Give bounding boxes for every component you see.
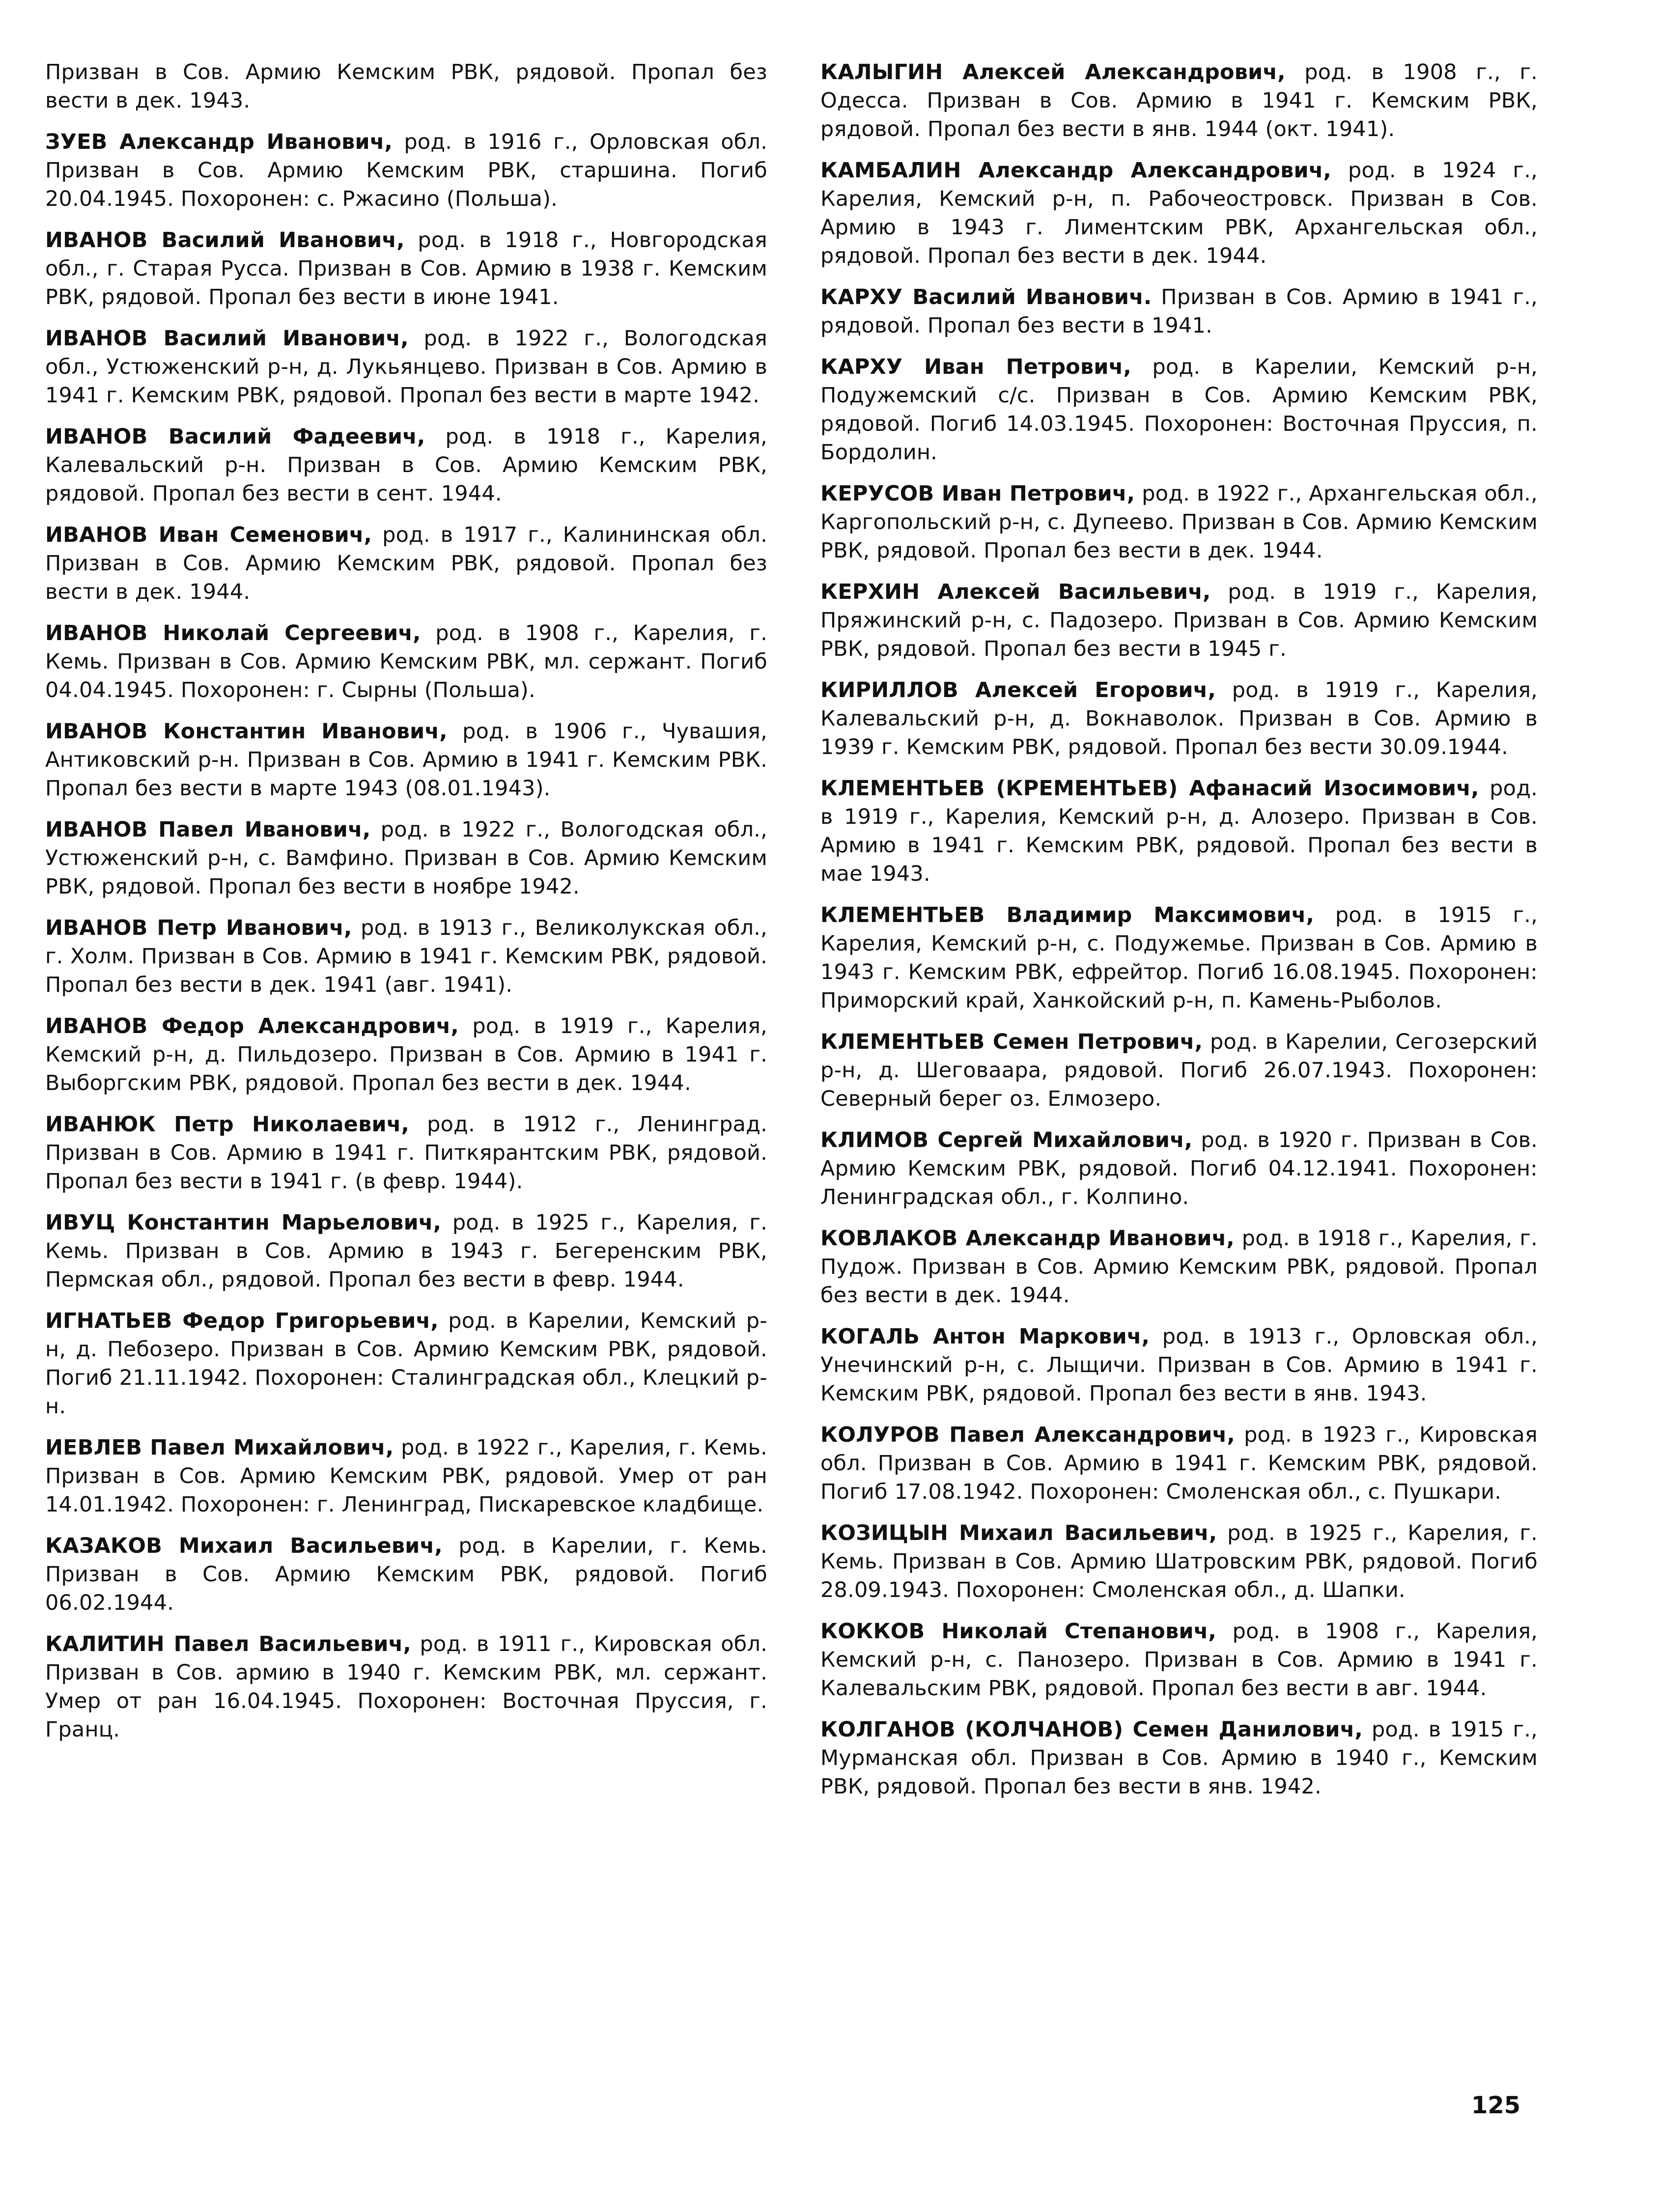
entry-name: ИВАНОВ Константин Иванович, xyxy=(45,719,448,744)
entry xyxy=(45,422,767,508)
entry-name: КИРИЛЛОВ Алексей Егорович, xyxy=(820,678,1216,702)
entry-name: КЕРХИН Алексей Васильевич, xyxy=(820,580,1211,604)
entry-text: род. в 1922 г., Вологодская обл., Устюженский р-н, д. Лукьянцево. Призван в Сов. Армию в 1941 г. Кемским РВК, рядовой. Пропал без вести в марте 1942. xyxy=(45,326,767,408)
entry xyxy=(820,1322,1538,1408)
entry xyxy=(45,324,767,410)
entry xyxy=(820,1421,1538,1506)
entry-name: ИВАНЮК Петр Николаевич, xyxy=(45,1112,410,1137)
entry-text: род. в 1924 г., Карелия, Кемский р-н, п. Рабочеостровск. Призван в Сов. Армию в 1943 г. Лиментским РВК, Архангельская обл., рядовой. Пропал без вести в дек. 1944. xyxy=(820,158,1538,268)
entry-name: КОЛГАНОВ (КОЛЧАНОВ) Семен Данилович, xyxy=(820,1717,1363,1742)
entry-name: ИВАНОВ Василий Иванович, xyxy=(45,326,409,351)
entry xyxy=(820,479,1538,565)
entry xyxy=(820,1519,1538,1604)
entry-text: род. в 1919 г., Карелия, Пряжинский р-н, с. Падозеро. Призван в Сов. Армию Кемским РВК, рядовой. Пропал без вести в 1945 г. xyxy=(820,580,1538,661)
entry-name: КЛИМОВ Сергей Михайлович, xyxy=(820,1128,1193,1152)
entry-name: КЕРУСОВ Иван Петрович, xyxy=(820,481,1135,506)
entry-text: род. в 1916 г., Орловская обл. Призван в Сов. Армию Кемским РВК, старшина. Погиб 20.04.1945. Похоронен: с. Ржасино (Польша). xyxy=(45,130,767,211)
entry xyxy=(45,1307,767,1421)
entry xyxy=(820,353,1538,467)
entry-text: род. в 1913 г., Орловская обл., Унечинский р-н, с. Лыщичи. Призван в Сов. Армию в 1941 г. Кемским РВК, рядовой. Пропал без вести в янв. 1943. xyxy=(820,1324,1538,1406)
entry xyxy=(45,815,767,901)
entry-text: род. в 1919 г., Карелия, Калевальский р-н, д. Вокнаволок. Призван в Сов. Армию в 1939 г. Кемским РВК, рядовой. Пропал без вести 30.09.1944. xyxy=(820,678,1538,759)
entry-text: род. в Карелии, Кемский р-н, д. Пебозеро. Призван в Сов. Армию Кемским РВК, рядовой. Погиб 21.11.1942. Похоронен: Сталинградская обл., Клецкий р-н. xyxy=(45,1309,767,1419)
entry-name: КЛЕМЕНТЬЕВ Владимир Максимович, xyxy=(820,903,1315,927)
entry-name: ИВАНОВ Иван Семенович, xyxy=(45,523,372,547)
entry xyxy=(820,1617,1538,1703)
entry-name: КЛЕМЕНТЬЕВ Семен Петрович, xyxy=(820,1030,1203,1054)
entry xyxy=(820,774,1538,888)
entry-name: ИВАНОВ Василий Иванович, xyxy=(45,228,405,252)
entry-text: род. в 1915 г., Карелия, Кемский р-н, с. Подужемье. Призван в Сов. Армию в 1943 г. Кемским РВК, ефрейтор. Погиб 16.08.1945. Похоронен: Приморский край, Ханкойский р-н, п. Камень-Рыболов. xyxy=(820,903,1538,1013)
entry-name: ИГНАТЬЕВ Федор Григорьевич, xyxy=(45,1309,439,1333)
entry-text: род. в 1911 г., Кировская обл. Призван в Сов. армию в 1940 г. Кемским РВК, мл. сержант. Умер от ран 16.04.1945. Похоронен: Восточная Пруссия, г. Гранц. xyxy=(45,1632,767,1742)
entry-text: род. в 1923 г., Кировская обл. Призван в Сов. Армию в 1941 г. Кемским РВК, рядовой. Погиб 17.08.1942. Похоронен: Смоленская обл., с. Пушкари. xyxy=(820,1423,1538,1504)
entry-name: КОЗИЦЫН Михаил Васильевич, xyxy=(820,1521,1217,1545)
entry xyxy=(45,914,767,999)
entry-text: род. в 1922 г., Вологодская обл., Устюженский р-н, с. Вамфино. Призван в Сов. Армию Кемским РВК, рядовой. Пропал без вести в ноябре 1942. xyxy=(45,817,767,899)
entry xyxy=(45,619,767,704)
entry-text: род. в 1918 г., Карелия, Калевальский р-н. Призван в Сов. Армию Кемским РВК, рядовой. Пропал без вести в сент. 1944. xyxy=(45,424,768,506)
entry-name: КАЗАКОВ Михаил Васильевич, xyxy=(45,1534,443,1558)
entry xyxy=(45,1012,767,1097)
entry-text: род. в 1913 г., Великолукская обл., г. Холм. Призван в Сов. Армию в 1941 г. Кемским РВК, рядовой. Пропал без вести в дек. 1941 (авг. 1941). xyxy=(45,916,768,997)
entry-name: КЛЕМЕНТЬЕВ (КРЕМЕНТЬЕВ) Афанасий Изосимович, xyxy=(820,776,1479,801)
entry-text: род. в Карелии, Сегозерский р-н, д. Шеговаара, рядовой. Погиб 26.07.1943. Похоронен: Северный берег оз. Елмозеро. xyxy=(820,1030,1538,1111)
entry-text: Призван в Сов. Армию в 1941 г., рядовой. Пропал без вести в 1941. xyxy=(820,285,1538,338)
page-number: 125 xyxy=(1471,2092,1521,2119)
entry-name: КОЛУРОВ Павел Александрович, xyxy=(820,1423,1236,1447)
entry xyxy=(820,578,1538,663)
entry xyxy=(820,283,1538,340)
entry xyxy=(45,128,767,213)
entry-text: род. в Карелии, г. Кемь. Призван в Сов. Армию Кемским РВК, рядовой. Погиб 06.02.1944. xyxy=(45,1534,767,1615)
entry xyxy=(820,1715,1538,1801)
entry-text: род. в 1908 г., г. Одесса. Призван в Сов. Армию в 1941 г. Кемским РВК, рядовой. Пропал без вести в янв. 1944 (окт. 1941). xyxy=(820,60,1538,141)
entry-text: род. в 1908 г., Карелия, г. Кемь. Призван в Сов. Армию Кемским РВК, мл. сержант. Погиб 04.04.1945. Похоронен: г. Сырны (Польша). xyxy=(45,621,768,702)
entry-name: КАЛИТИН Павел Васильевич, xyxy=(45,1632,411,1656)
entry xyxy=(820,58,1538,143)
entry-text: род. в 1918 г., Карелия, г. Пудож. Призван в Сов. Армию Кемским РВК, рядовой. Пропал без вести в дек. 1944. xyxy=(820,1226,1538,1308)
entry xyxy=(820,676,1538,761)
entry-text: род. в 1912 г., Ленинград. Призван в Сов. Армию в 1941 г. Питкярантским РВК, рядовой. Пропал без вести в 1941 г. (в февр. 1944). xyxy=(45,1112,768,1194)
entry-name: КОККОВ Николай Степанович, xyxy=(820,1619,1217,1644)
entry xyxy=(820,1028,1538,1113)
entry xyxy=(820,1224,1538,1310)
left-column xyxy=(45,58,767,1757)
entry-text: род. в 1906 г., Чувашия, Антиковский р-н. Призван в Сов. Армию в 1941 г. Кемским РВК. Пропал без вести в марте 1943 (08.01.1943). xyxy=(45,719,767,801)
entry-name: ЗУЕВ Александр Иванович, xyxy=(45,130,393,154)
entry-name: КАРХУ Иван Петрович, xyxy=(820,355,1132,379)
entry-name: КАРХУ Василий Иванович. xyxy=(820,285,1152,309)
entry xyxy=(45,58,767,115)
entry xyxy=(45,1630,767,1744)
entry-text: род. в 1917 г., Калининская обл. Призван в Сов. Армию Кемским РВК, рядовой. Пропал без вести в дек. 1944. xyxy=(45,523,767,604)
entry xyxy=(820,156,1538,270)
entry-text: род. в 1915 г., Мурманская обл. Призван в Сов. Армию в 1940 г., Кемским РВК, рядовой. Пропал без вести в янв. 1942. xyxy=(820,1717,1538,1799)
entry-name: КАЛЫГИН Алексей Александрович, xyxy=(820,60,1286,84)
entry-name: КОГАЛЬ Антон Маркович, xyxy=(820,1324,1150,1349)
entry-text: род. в 1922 г., Архангельская обл., Каргопольский р-н, с. Дупеево. Призван в Сов. Армию Кемским РВК, рядовой. Пропал без вести в дек. 1944. xyxy=(820,481,1538,563)
entry-name: ИВАНОВ Николай Сергеевич, xyxy=(45,621,421,645)
entry xyxy=(820,1126,1538,1211)
entry xyxy=(45,1208,767,1294)
entry-text: род. в 1919 г., Карелия, Кемский р-н, д. Пильдозеро. Призван в Сов. Армию в 1941 г. Выборгским РВК, рядовой. Пропал без вести в дек. 1944. xyxy=(45,1014,768,1095)
entry-name: ИВАНОВ Федор Александрович, xyxy=(45,1014,459,1038)
entry-text: род. в 1908 г., Карелия, Кемский р-н, с. Панозеро. Призван в Сов. Армию в 1941 г. Калевальским РВК, рядовой. Пропал без вести в авг. 1944. xyxy=(820,1619,1538,1701)
entry-text: род. в 1925 г., Карелия, г. Кемь. Призван в Сов. Армию в 1943 г. Бегеренским РВК, Пермская обл., рядовой. Пропал без вести в февр. 1944. xyxy=(45,1210,767,1292)
entry-name: ИЕВЛЕВ Павел Михайлович, xyxy=(45,1435,394,1460)
entry-name: ИВАНОВ Василий Фадеевич, xyxy=(45,424,425,449)
entry-text: род. в 1925 г., Карелия, г. Кемь. Призван в Сов. Армию Шатровским РВК, рядовой. Погиб 28.09.1943. Похоронен: Смоленская обл., д. Шапки. xyxy=(820,1521,1538,1602)
entry-name: ИВАНОВ Петр Иванович, xyxy=(45,916,352,940)
entry xyxy=(45,1110,767,1196)
entry-name: КОВЛАКОВ Александр Иванович, xyxy=(820,1226,1235,1251)
entry xyxy=(820,901,1538,1015)
entry-text: род. в Карелии, Кемский р-н, Подужемский с/с. Призван в Сов. Армию Кемским РВК, рядовой. Погиб 14.03.1945. Похоронен: Восточная Пруссия, п. Бордолин. xyxy=(820,355,1538,465)
entry-text: род. в 1922 г., Карелия, г. Кемь. Призван в Сов. Армию Кемским РВК, рядовой. Умер от ран 14.01.1942. Похоронен: г. Ленинград, Пискаревское кладбище. xyxy=(45,1435,767,1517)
entry xyxy=(45,717,767,803)
entry-text: род. в 1920 г. Призван в Сов. Армию Кемским РВК, рядовой. Погиб 04.12.1941. Похоронен: Ленинградская обл., г. Колпино. xyxy=(820,1128,1538,1209)
entry-name: ИВАНОВ Павел Иванович, xyxy=(45,817,371,842)
entry xyxy=(45,226,767,311)
right-column xyxy=(820,58,1538,1814)
entry-name: ИВУЦ Константин Марьелович, xyxy=(45,1210,442,1235)
entry-text: род. в 1918 г., Новгородская обл., г. Старая Русса. Призван в Сов. Армию в 1938 г. Кемским РВК, рядовой. Пропал без вести в июне 1941. xyxy=(45,228,767,309)
entry-name: КАМБАЛИН Александр Александрович, xyxy=(820,158,1332,183)
entry xyxy=(45,1433,767,1519)
entry-text: Призван в Сов. Армию Кемским РВК, рядовой. Пропал без вести в дек. 1943. xyxy=(45,60,767,113)
entry xyxy=(45,521,767,606)
entry-text: род. в 1919 г., Карелия, Кемский р-н, д. Алозеро. Призван в Сов. Армию в 1941 г. Кемским РВК, рядовой. Пропал без вести в мае 1943. xyxy=(820,776,1538,886)
entry xyxy=(45,1532,767,1617)
